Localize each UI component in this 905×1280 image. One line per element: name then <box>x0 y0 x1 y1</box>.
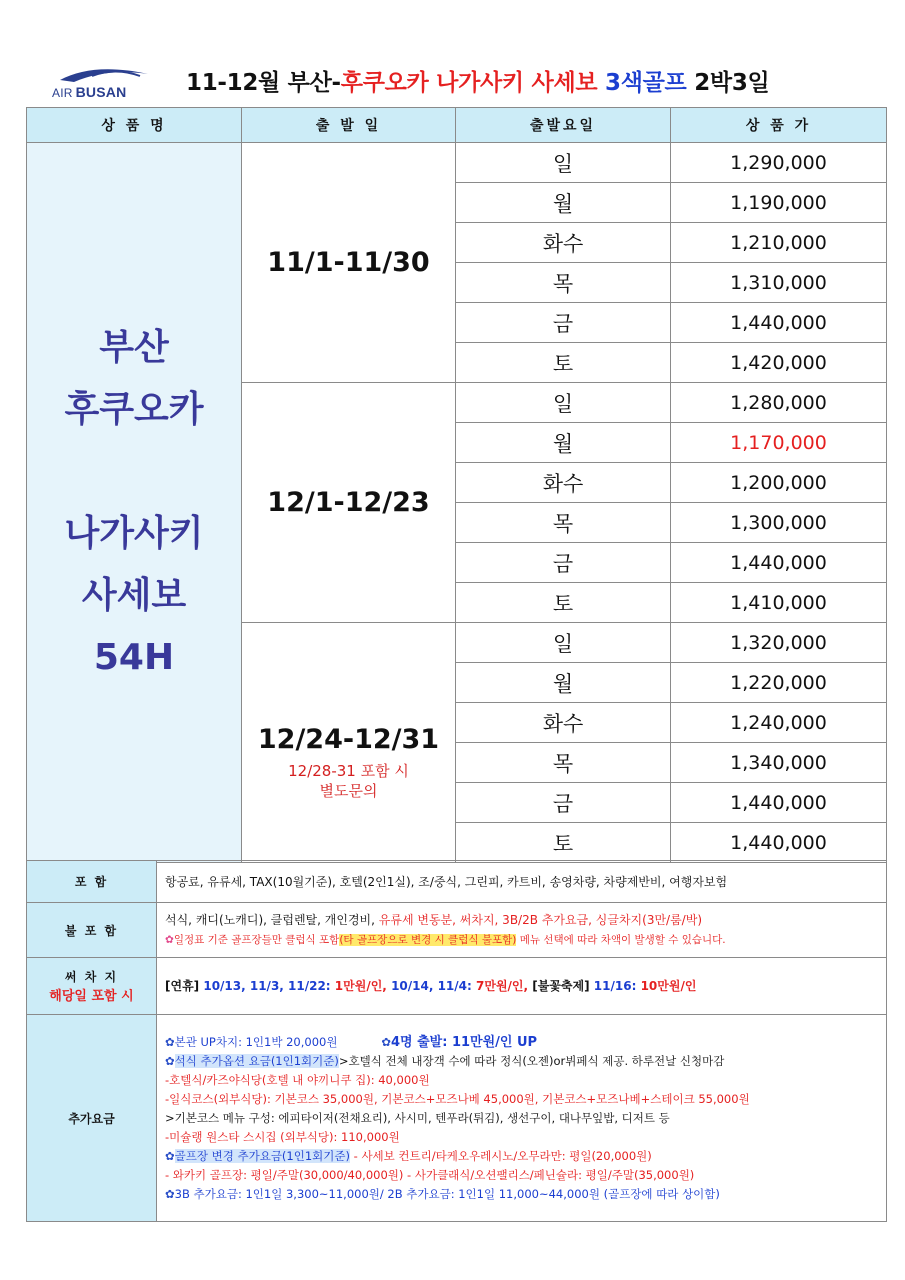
flower-icon: ✿ <box>165 934 174 946</box>
table-header-row <box>27 108 887 143</box>
price: 1,170,000 <box>671 423 887 463</box>
extra-label: 추가요금 <box>27 1015 157 1222</box>
price: 1,210,000 <box>671 223 887 263</box>
price: 1,280,000 <box>671 383 887 423</box>
departure-day: 금 <box>456 543 671 583</box>
price: 1,200,000 <box>671 463 887 503</box>
logo-text: AIR BUSAN <box>52 84 127 100</box>
product-name-line: 후쿠오카 <box>64 388 204 430</box>
page-title: 11-12월 부산-후쿠오카 나가사키 사세보 3색골프 2박3일 <box>186 70 770 96</box>
extra-row <box>27 1015 887 1222</box>
period-cell <box>242 623 456 863</box>
price: 1,440,000 <box>671 783 887 823</box>
departure-day: 일 <box>456 623 671 663</box>
air-busan-logo <box>52 64 157 100</box>
price: 1,440,000 <box>671 543 887 583</box>
departure-day: 화수 <box>456 463 671 503</box>
departure-day: 금 <box>456 783 671 823</box>
period-cell <box>242 143 456 383</box>
price: 1,320,000 <box>671 623 887 663</box>
product-name-line: 나가사키 <box>64 512 204 554</box>
departure-day: 월 <box>456 183 671 223</box>
price: 1,190,000 <box>671 183 887 223</box>
info-table <box>26 860 887 1222</box>
exclude-note-highlight: (타 골프장으로 변경 시 클럽식 불포함) <box>339 934 517 946</box>
price: 1,310,000 <box>671 263 887 303</box>
product-name-line: 사세보 <box>81 574 187 616</box>
departure-day: 목 <box>456 503 671 543</box>
departure-day: 토 <box>456 583 671 623</box>
product-name <box>27 143 242 863</box>
departure-day: 월 <box>456 663 671 703</box>
price: 1,440,000 <box>671 303 887 343</box>
header-product: 상 품 명 <box>27 108 242 143</box>
exclude-content <box>157 903 887 958</box>
header-departure-day: 출발요일 <box>456 108 671 143</box>
price: 1,300,000 <box>671 503 887 543</box>
period-label: 12/1-12/23 <box>267 487 430 518</box>
exclude-text-red: 유류세 변동분, 써차지, 3B/2B 추가요금, 싱글차지(3만/룸/박) <box>378 913 702 927</box>
exclude-label: 불 포 함 <box>27 903 157 958</box>
header-price: 상 품 가 <box>671 108 887 143</box>
extra-content: ✿본관 UP차지: 1인1박 20,000원 ✿4명 출발: 11만원/인 UP ✿석식 추가옵션 요금(1인1회기준)>호텔식 전체 내장객 수에 따라 정식(오젠)or뷔페식 제공. 하루전날 신청마감 -호텔식/카즈야식당(호텔 내 야끼니쿠 집): 40,000원 -일식코스(외부식당): 기본코스 35,000원, 기본코스+모즈나베 45,000원, 기본코스+모즈나베+스테이크 55,000원 >기본코스 메뉴 구성: 에피타이저(전채요리), 사시미, 텐푸라(튀김), 생선구이, 대나무잎밥, 디저트 등 -미슐랭 원스타 스시집 (외부식당): 110,000원 ✿골프장 변경 추가요금(1인1회기준) - 사세보 컨트리/타케오우레시노/오무라만: 평일(20,000원) - 와카키 골프장: 평일/주말(30,000/40,000원) - 사가클래식/오션팰리스/페닌슐라: 평일/주말(35,000원) ✿3B 추가요금: 1인1일 3,300~11,000원/ 2B 추가요금: 1인1일 11,000~44,000원 (골프장에 따라 상이함) <box>157 1015 887 1222</box>
header-departure-date: 출 발 일 <box>242 108 456 143</box>
surcharge-text: [연휴] 10/13, 11/3, 11/22: 1만원/인, 10/14, 11/4: 7만원/인, [불꽃축제] 11/16: 10만원/인 <box>157 958 887 1015</box>
price: 1,340,000 <box>671 743 887 783</box>
departure-day: 금 <box>456 303 671 343</box>
departure-day: 토 <box>456 343 671 383</box>
table-row <box>27 143 887 183</box>
price: 1,240,000 <box>671 703 887 743</box>
exclude-row <box>27 903 887 958</box>
bird-logo-icon <box>52 64 157 86</box>
departure-day: 월 <box>456 423 671 463</box>
include-label: 포 함 <box>27 861 157 903</box>
price: 1,420,000 <box>671 343 887 383</box>
departure-day: 토 <box>456 823 671 863</box>
include-row <box>27 861 887 903</box>
product-name-line: 부산 <box>99 326 169 368</box>
period-label: 12/24-12/31 <box>257 724 440 755</box>
departure-day: 일 <box>456 383 671 423</box>
period-cell <box>242 383 456 623</box>
departure-day: 화수 <box>456 703 671 743</box>
exclude-text: 석식, 캐디(노캐디), 클럽렌탈, 개인경비, <box>165 913 375 927</box>
departure-day: 일 <box>456 143 671 183</box>
price-table <box>26 107 887 863</box>
product-name-line <box>27 441 241 503</box>
surcharge-label: 써 차 지 해당일 포함 시 <box>27 958 157 1015</box>
exclude-note-2: 메뉴 선택에 따라 차액이 발생할 수 있습니다. <box>519 934 726 946</box>
period-note: 12/28-31 포함 시 별도문의 <box>288 762 409 800</box>
include-text: 항공료, 유류세, TAX(10월기준), 호텔(2인1실), 조/중식, 그린피, 카트비, 송영차량, 차량제반비, 여행자보험 <box>157 861 887 903</box>
price: 1,290,000 <box>671 143 887 183</box>
page-header <box>26 58 886 108</box>
surcharge-row <box>27 958 887 1015</box>
price: 1,410,000 <box>671 583 887 623</box>
departure-day: 목 <box>456 743 671 783</box>
price: 1,440,000 <box>671 823 887 863</box>
period-label: 11/1-11/30 <box>267 247 430 278</box>
price: 1,220,000 <box>671 663 887 703</box>
departure-day: 화수 <box>456 223 671 263</box>
product-name-line: 54H <box>93 636 175 678</box>
departure-day: 목 <box>456 263 671 303</box>
exclude-note: 일정표 기준 골프장들만 클럽식 포함 <box>173 934 340 946</box>
